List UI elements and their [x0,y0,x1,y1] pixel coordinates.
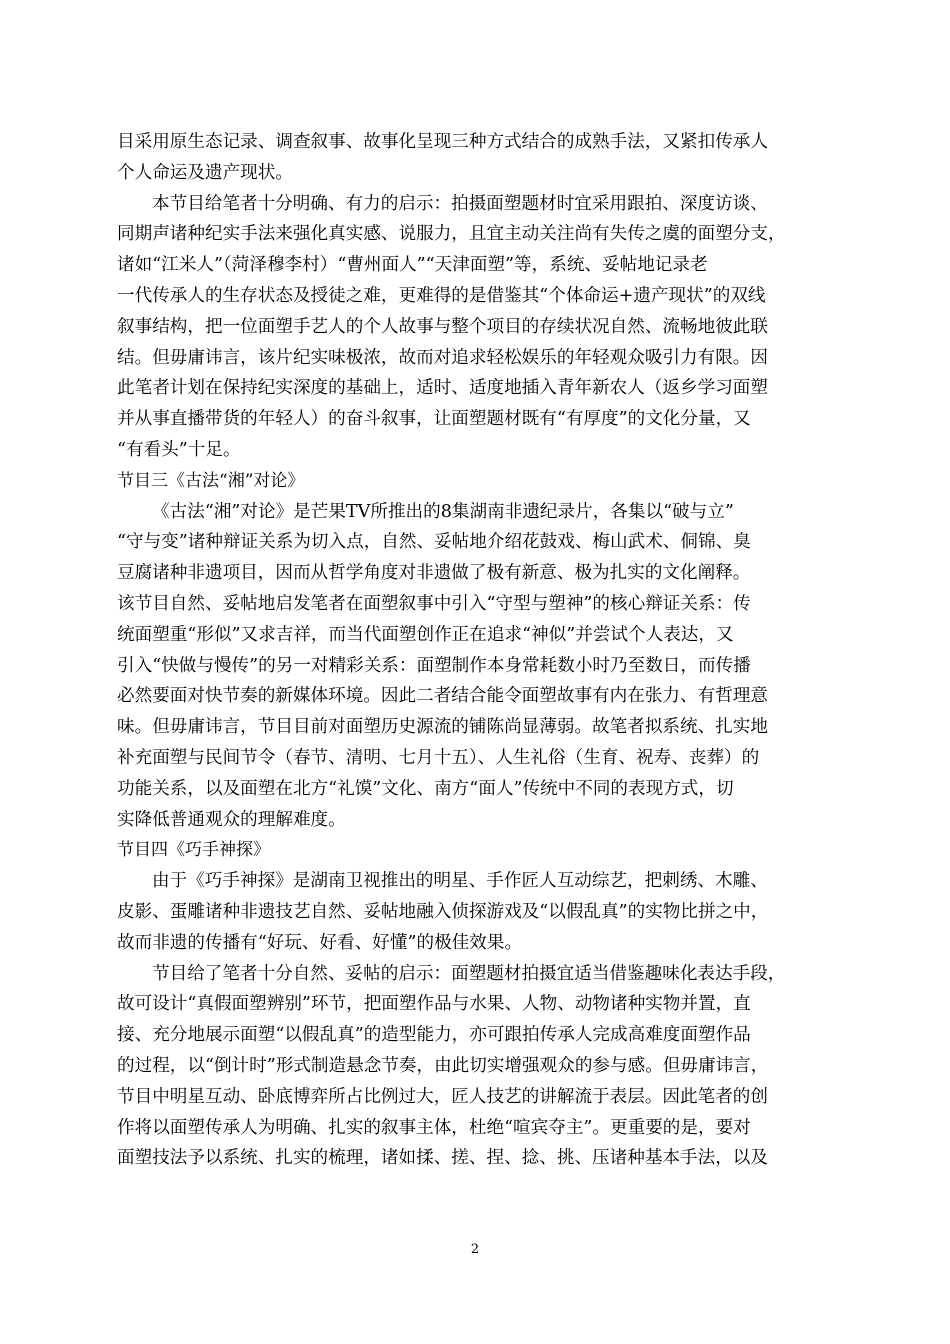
paragraph [117,497,845,589]
text-line: 诸如“江米人”（菏泽穆李村）“曹州面人”“天津面塑”等，系统、妥帖地记录老 [117,255,708,276]
text-line: 味。但毋庸讳言，节目目前对面塑历史源流的铺陈尚显薄弱。故笔者拟系统、扎实地 [117,717,768,738]
text-line: 必然要面对快节奏的新媒体环境。因此二者结合能令面塑故事有内在张力、有哲理意 [117,686,768,707]
text-line: 并从事直播带货的年轻人）的奋斗叙事，让面塑题材既有“有厚度”的文化分量，又 [117,409,751,430]
text-line: 本节目给笔者十分明确、有力的启示：拍摄面塑题材时宜采用跟拍、深度访谈、 [152,193,768,214]
text-line: 补充面塑与民间节令（春节、清明、七月十五）、人生礼俗（生育、祝寿、丧葬）的 [117,747,760,768]
text-line: 皮影、蛋雕诸种非遗技艺自然、妥帖地融入侦探游戏及“以假乱真”的实物比拼之中， [117,901,769,922]
text-line: 结。但毋庸讳言，该片纪实味极浓，故而对追求轻松娱乐的年轻观众吸引力有限。因 [117,347,768,368]
text-line: 该节目自然、妥帖地启发笔者在面塑叙事中引入“守型与塑神”的核心辩证关系：传 [117,593,751,614]
paragraph [117,127,845,189]
paragraph [117,589,845,835]
text-line: 作将以面塑传承人为明确、扎实的叙事主体，杜绝“喧宾夺主”。更重要的是，要对 [117,1117,751,1138]
text-line: 同期声诸种纪实手法来强化真实感、说服力，且宜主动关注尚有失传之虞的面塑分支， [117,224,786,245]
text-line: 接、充分地展示面塑“以假乱真”的造型能力，亦可跟拍传承人完成高难度面塑作品 [117,1025,751,1046]
paragraph [117,866,845,958]
text-line: 豆腐诸种非遗项目，因而从哲学角度对非遗做了极有新意、极为扎实的文化阐释。 [117,563,751,584]
text-line: 面塑技法予以系统、扎实的梳理，诸如揉、搓、捏、捻、挑、压诸种基本手法，以及 [117,1148,768,1169]
text-line: 目采用原生态记录、调查叙事、故事化呈现三种方式结合的成熟手法，又紧扣传承人 [117,132,768,152]
text-line: “守与变”诸种辩证关系为切入点，自然、妥帖地介绍花鼓戏、梅山武术、侗锦、臭 [117,532,751,553]
text-line: 叙事结构，把一位面塑手艺人的个人故事与整个项目的存续状况自然、流畅地彼此联 [117,316,768,337]
text-line: 实降低普通观众的理解难度。 [117,809,346,830]
text-line: 引入“快做与慢传”的另一对精彩关系：面塑制作本身常耗数小时乃至数日，而传播 [117,655,751,676]
document-body [117,127,845,1174]
page-number: 2 [470,1242,480,1257]
heading-text: 节目三《古法“湘”对论》 [117,470,305,491]
text-line: 故可设计“真假面塑辨别”环节，把面塑作品与水果、人物、动物诸种实物并置，直 [117,994,751,1015]
text-line: 节目给了笔者十分自然、妥帖的启示：面塑题材拍摄宜适当借鉴趣味化表达手段， [152,963,786,984]
text-line: “有看头”十足。 [117,439,241,460]
section-heading [117,835,845,866]
text-line: 《古法“湘”对论》是芒果TV所推出的8集湖南非遗纪录片，各集以“破与立” [152,501,734,522]
text-line: 故而非遗的传播有“好玩、好看、好懂”的极佳效果。 [117,932,523,953]
heading-text: 节目四《巧手神探》 [117,840,270,861]
paragraph [117,959,845,1175]
section-heading [117,466,845,497]
text-line: 个人命运及遗产现状。 [117,162,293,183]
text-line: 一代传承人的生存状态及授徒之难，更难得的是借鉴其“个体命运+遗产现状”的双线 [117,285,766,306]
text-line: 由于《巧手神探》是湖南卫视推出的明星、手作匠人互动综艺，把刺绣、木雕、 [152,871,768,892]
text-line: 的过程，以“倒计时”形式制造悬念节奏，由此切实增强观众的参与感。但毋庸讳言， [117,1055,769,1076]
text-line: 统面塑重“形似”又求吉祥，而当代面塑创作正在追求“神似”并尝试个人表达，又 [117,624,734,645]
text-line: 此笔者计划在保持纪实深度的基础上，适时、适度地插入青年新农人（返乡学习面塑 [117,378,768,399]
text-line: 功能关系，以及面塑在北方“礼馍”文化、南方“面人”传统中不同的表现方式，切 [117,778,734,799]
text-line: 节目中明星互动、卧底博弈所占比例过大，匠人技艺的讲解流于表层。因此笔者的创 [117,1086,768,1107]
paragraph [117,189,845,466]
